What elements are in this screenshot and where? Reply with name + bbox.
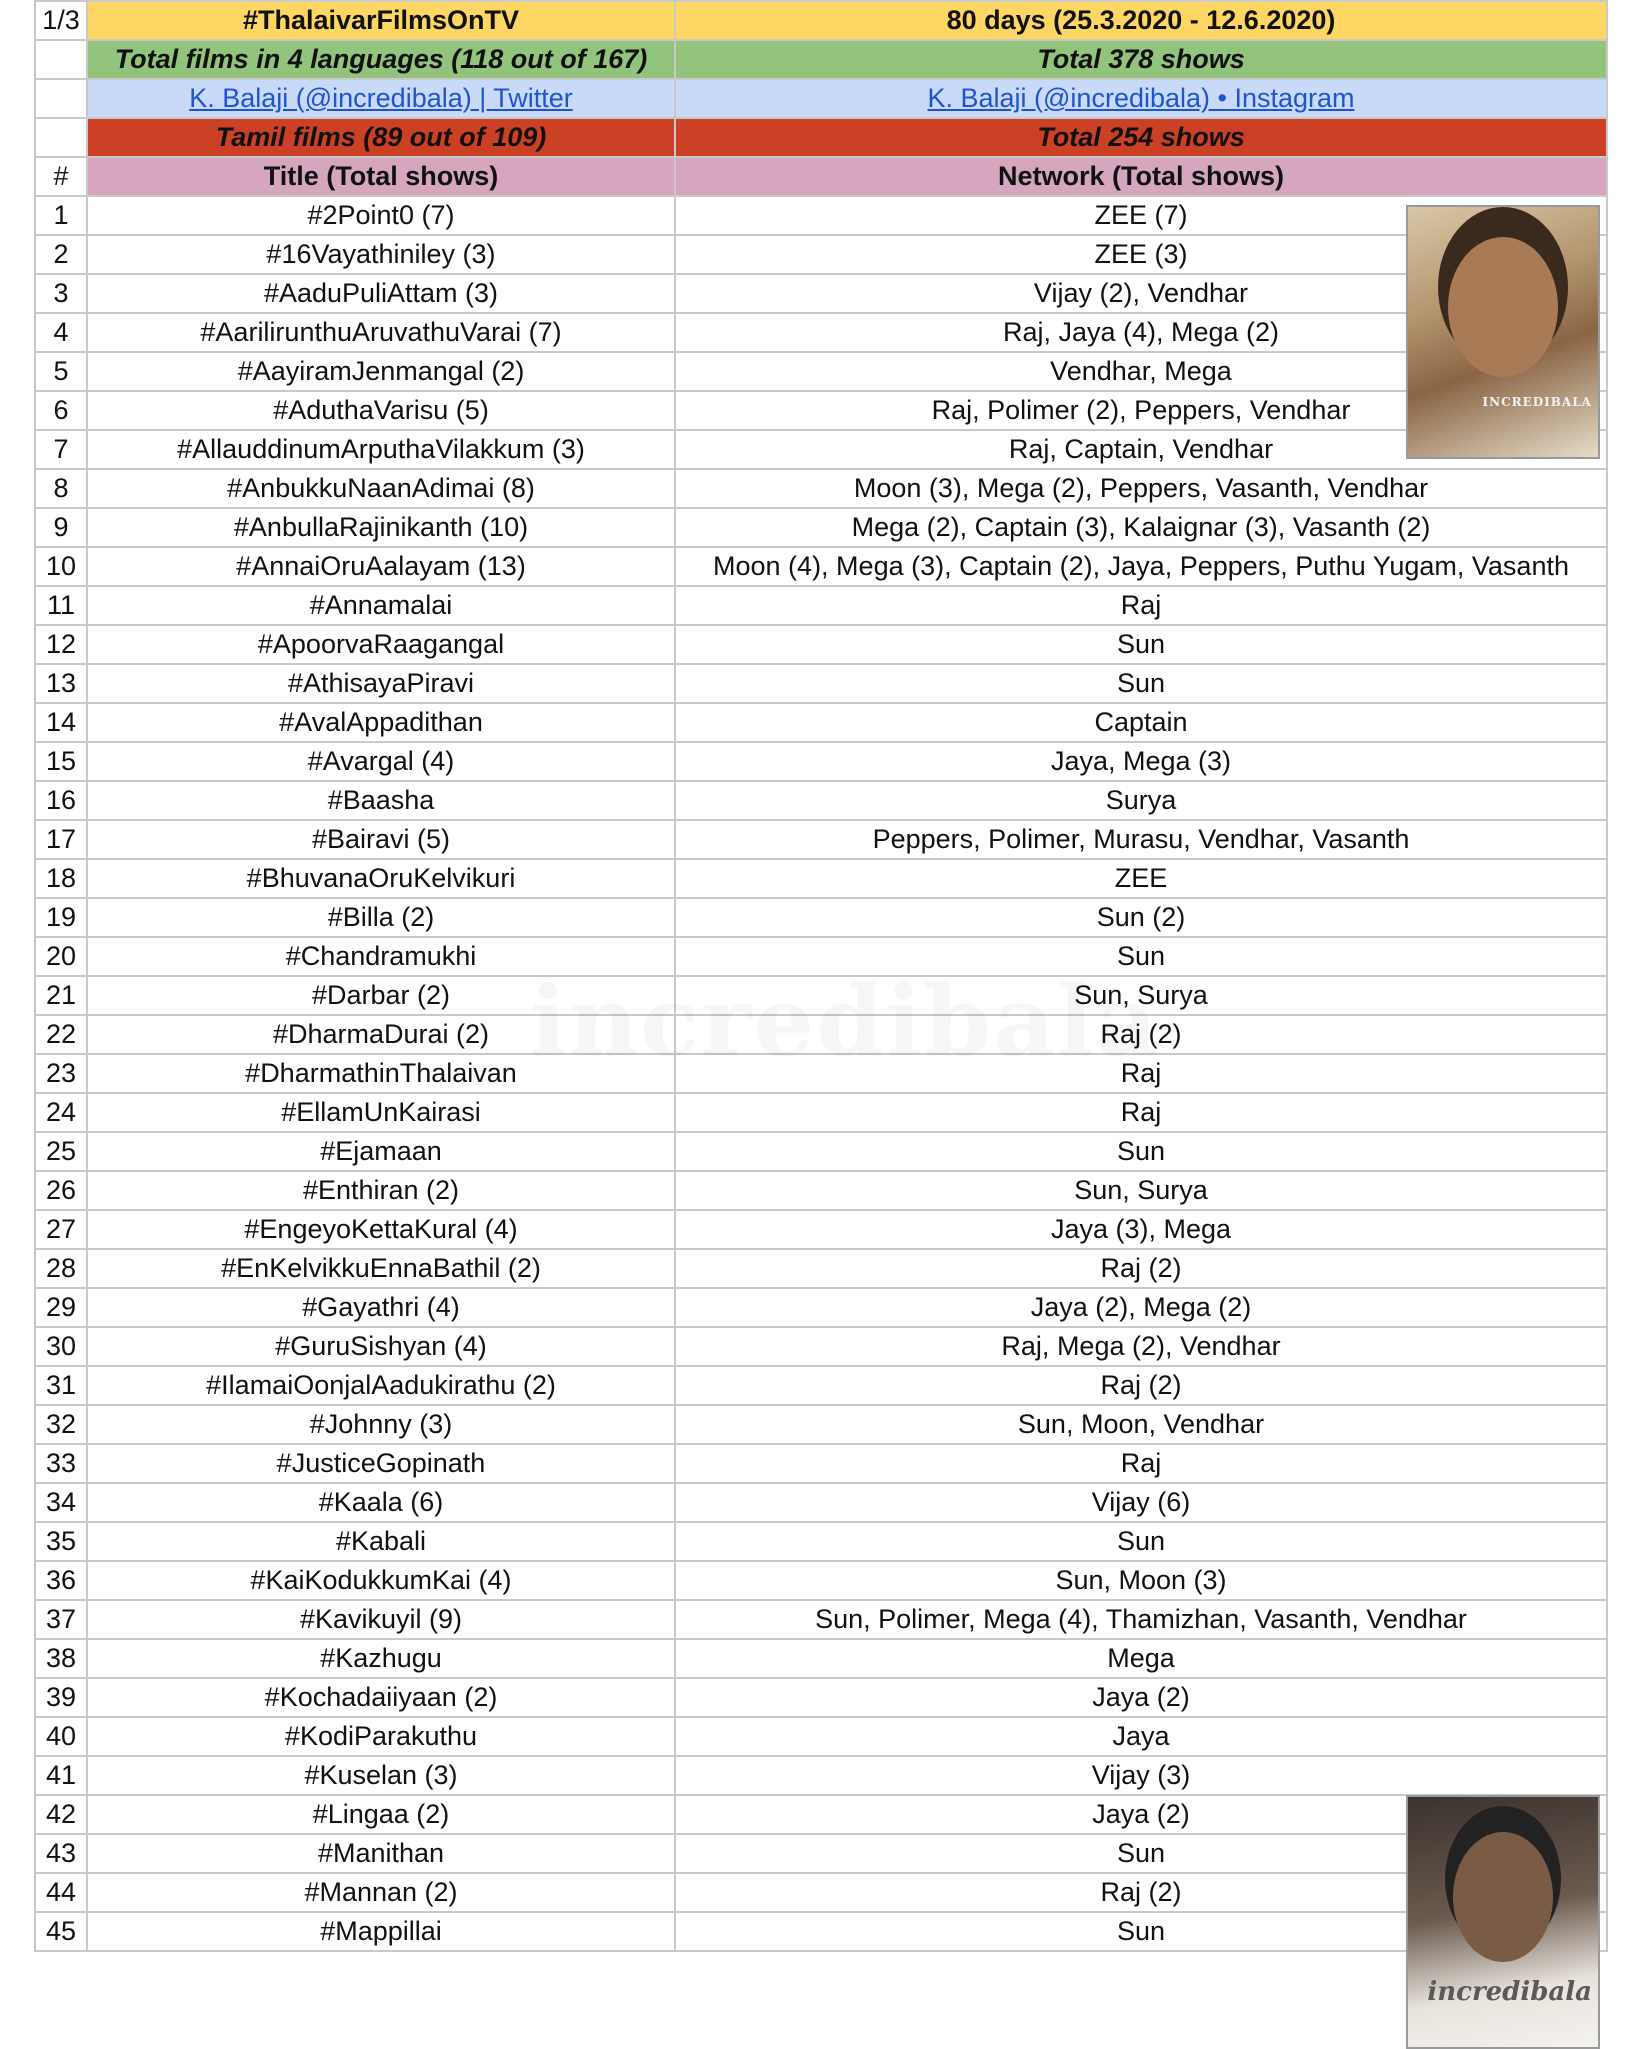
network-list: Mega (2), Captain (3), Kalaignar (3), Vasanth (2) bbox=[675, 508, 1607, 547]
row-number: 33 bbox=[35, 1444, 87, 1483]
film-title: #AnnaiOruAalayam (13) bbox=[87, 547, 675, 586]
network-list: Sun, Moon, Vendhar bbox=[675, 1405, 1607, 1444]
film-title: #ApoorvaRaagangal bbox=[87, 625, 675, 664]
film-title: #Chandramukhi bbox=[87, 937, 675, 976]
row-number: 25 bbox=[35, 1132, 87, 1171]
table-row bbox=[35, 1795, 1607, 1834]
film-title: #Avargal (4) bbox=[87, 742, 675, 781]
header-row-3 bbox=[35, 79, 1607, 118]
film-title: #Johnny (3) bbox=[87, 1405, 675, 1444]
row-number: 38 bbox=[35, 1639, 87, 1678]
film-title: #AnbukkuNaanAdimai (8) bbox=[87, 469, 675, 508]
face-shape bbox=[1453, 1832, 1553, 1962]
film-title: #Kazhugu bbox=[87, 1639, 675, 1678]
film-title: #AnbullaRajinikanth (10) bbox=[87, 508, 675, 547]
table-row bbox=[35, 1366, 1607, 1405]
network-list: Jaya bbox=[675, 1717, 1607, 1756]
network-list: Jaya (2), Mega (2) bbox=[675, 1288, 1607, 1327]
row-number: 1 bbox=[35, 196, 87, 235]
film-title: #IlamaiOonjalAadukirathu (2) bbox=[87, 1366, 675, 1405]
row-number: 24 bbox=[35, 1093, 87, 1132]
header-row-4 bbox=[35, 118, 1607, 157]
table-row bbox=[35, 1756, 1607, 1795]
table-row bbox=[35, 625, 1607, 664]
film-title: #KaiKodukkumKai (4) bbox=[87, 1561, 675, 1600]
network-list: Vijay (3) bbox=[675, 1756, 1607, 1795]
network-list: Sun, Surya bbox=[675, 1171, 1607, 1210]
film-title: #DharmaDurai (2) bbox=[87, 1015, 675, 1054]
film-title: #DharmathinThalaivan bbox=[87, 1054, 675, 1093]
row-number: 42 bbox=[35, 1795, 87, 1834]
photo-watermark: incredibala bbox=[1427, 1977, 1592, 2007]
film-title: #AllauddinumArputhaVilakkum (3) bbox=[87, 430, 675, 469]
network-list: Vijay (2), Vendhar bbox=[675, 274, 1607, 313]
film-title: #AduthaVarisu (5) bbox=[87, 391, 675, 430]
column-header-row bbox=[35, 157, 1607, 196]
row-number: 11 bbox=[35, 586, 87, 625]
table-row bbox=[35, 859, 1607, 898]
table-row bbox=[35, 1600, 1607, 1639]
film-title: #GuruSishyan (4) bbox=[87, 1327, 675, 1366]
table-row bbox=[35, 1444, 1607, 1483]
table-row bbox=[35, 508, 1607, 547]
row-number: 17 bbox=[35, 820, 87, 859]
network-list: ZEE bbox=[675, 859, 1607, 898]
film-title: #AayiramJenmangal (2) bbox=[87, 352, 675, 391]
table-row bbox=[35, 235, 1607, 274]
film-title: #EllamUnKairasi bbox=[87, 1093, 675, 1132]
film-title: #AaduPuliAttam (3) bbox=[87, 274, 675, 313]
film-title: #AthisayaPiravi bbox=[87, 664, 675, 703]
film-title: #Manithan bbox=[87, 1834, 675, 1873]
table-row bbox=[35, 1288, 1607, 1327]
table-row bbox=[35, 352, 1607, 391]
film-title: #Gayathri (4) bbox=[87, 1288, 675, 1327]
row-number: 36 bbox=[35, 1561, 87, 1600]
film-title: #Kochadaiiyaan (2) bbox=[87, 1678, 675, 1717]
film-title: #Mannan (2) bbox=[87, 1873, 675, 1912]
col-num-header: # bbox=[35, 157, 87, 196]
row-number: 43 bbox=[35, 1834, 87, 1873]
network-list: Jaya (2) bbox=[675, 1678, 1607, 1717]
table-row bbox=[35, 1522, 1607, 1561]
network-list: Sun, Polimer, Mega (4), Thamizhan, Vasanth, Vendhar bbox=[675, 1600, 1607, 1639]
network-list: Peppers, Polimer, Murasu, Vendhar, Vasanth bbox=[675, 820, 1607, 859]
table-row bbox=[35, 391, 1607, 430]
row-number: 23 bbox=[35, 1054, 87, 1093]
network-list: Sun bbox=[675, 625, 1607, 664]
period-text: 80 days (25.3.2020 - 12.6.2020) bbox=[675, 1, 1607, 40]
total-shows-text: Total 378 shows bbox=[675, 40, 1607, 79]
col-network-header: Network (Total shows) bbox=[675, 157, 1607, 196]
row-number: 41 bbox=[35, 1756, 87, 1795]
film-title: #Billa (2) bbox=[87, 898, 675, 937]
row-number: 28 bbox=[35, 1249, 87, 1288]
row-number: 21 bbox=[35, 976, 87, 1015]
network-list: Raj (2) bbox=[675, 1873, 1607, 1912]
row-number: 6 bbox=[35, 391, 87, 430]
network-list: Vijay (6) bbox=[675, 1483, 1607, 1522]
network-list: Raj, Mega (2), Vendhar bbox=[675, 1327, 1607, 1366]
table-row bbox=[35, 1483, 1607, 1522]
table-row bbox=[35, 898, 1607, 937]
network-list: Raj bbox=[675, 586, 1607, 625]
network-list: ZEE (3) bbox=[675, 235, 1607, 274]
row-number: 12 bbox=[35, 625, 87, 664]
instagram-cell bbox=[675, 79, 1607, 118]
row-number: 3 bbox=[35, 274, 87, 313]
empty-cell bbox=[35, 79, 87, 118]
film-title: #Baasha bbox=[87, 781, 675, 820]
table-row bbox=[35, 1171, 1607, 1210]
film-title: #Kaala (6) bbox=[87, 1483, 675, 1522]
network-list: Moon (4), Mega (3), Captain (2), Jaya, Peppers, Puthu Yugam, Vasanth bbox=[675, 547, 1607, 586]
network-list: Raj bbox=[675, 1444, 1607, 1483]
hashtag-title: #ThalaivarFilmsOnTV bbox=[87, 1, 675, 40]
network-list: Mega bbox=[675, 1639, 1607, 1678]
row-number: 40 bbox=[35, 1717, 87, 1756]
watermark-text bbox=[530, 965, 1160, 1078]
header-row-2 bbox=[35, 40, 1607, 79]
table-row bbox=[35, 1873, 1607, 1912]
row-number: 26 bbox=[35, 1171, 87, 1210]
row-number: 20 bbox=[35, 937, 87, 976]
table-row bbox=[35, 1639, 1607, 1678]
film-title: #AvalAppadithan bbox=[87, 703, 675, 742]
film-title: #16Vayathiniley (3) bbox=[87, 235, 675, 274]
row-number: 15 bbox=[35, 742, 87, 781]
film-title: #EnKelvikkuEnnaBathil (2) bbox=[87, 1249, 675, 1288]
row-number: 9 bbox=[35, 508, 87, 547]
row-number: 30 bbox=[35, 1327, 87, 1366]
table-row bbox=[35, 1249, 1607, 1288]
table-row bbox=[35, 742, 1607, 781]
row-number: 34 bbox=[35, 1483, 87, 1522]
row-number: 37 bbox=[35, 1600, 87, 1639]
row-number: 35 bbox=[35, 1522, 87, 1561]
table-row bbox=[35, 469, 1607, 508]
table-row bbox=[35, 1210, 1607, 1249]
network-list: Raj, Jaya (4), Mega (2) bbox=[675, 313, 1607, 352]
network-list: Raj (2) bbox=[675, 1249, 1607, 1288]
network-list: Sun bbox=[675, 937, 1607, 976]
twitter-cell bbox=[87, 79, 675, 118]
network-list: Sun bbox=[675, 1834, 1607, 1873]
row-number: 18 bbox=[35, 859, 87, 898]
row-number: 29 bbox=[35, 1288, 87, 1327]
film-title: #Bairavi (5) bbox=[87, 820, 675, 859]
row-number: 39 bbox=[35, 1678, 87, 1717]
film-title: #KodiParakuthu bbox=[87, 1717, 675, 1756]
row-number: 2 bbox=[35, 235, 87, 274]
film-title: #Ejamaan bbox=[87, 1132, 675, 1171]
table-row bbox=[35, 1717, 1607, 1756]
table-row bbox=[35, 1093, 1607, 1132]
instagram-link[interactable]: K. Balaji (@incredibala) • Instagram bbox=[927, 83, 1355, 113]
table-row bbox=[35, 274, 1607, 313]
table-row bbox=[35, 820, 1607, 859]
film-title: #BhuvanaOruKelvikuri bbox=[87, 859, 675, 898]
network-list: Captain bbox=[675, 703, 1607, 742]
network-list: Jaya (2) bbox=[675, 1795, 1607, 1834]
table-row bbox=[35, 547, 1607, 586]
row-number: 10 bbox=[35, 547, 87, 586]
network-list: Jaya (3), Mega bbox=[675, 1210, 1607, 1249]
network-list: Sun bbox=[675, 1132, 1607, 1171]
network-list: Moon (3), Mega (2), Peppers, Vasanth, Vendhar bbox=[675, 469, 1607, 508]
film-title: #AarilirunthuAruvathuVarai (7) bbox=[87, 313, 675, 352]
table-row bbox=[35, 313, 1607, 352]
network-list: Raj bbox=[675, 1054, 1607, 1093]
page-indicator: 1/3 bbox=[35, 1, 87, 40]
row-number: 8 bbox=[35, 469, 87, 508]
table-row bbox=[35, 703, 1607, 742]
table-row bbox=[35, 1561, 1607, 1600]
row-number: 44 bbox=[35, 1873, 87, 1912]
network-list: Raj, Polimer (2), Peppers, Vendhar bbox=[675, 391, 1607, 430]
row-number: 31 bbox=[35, 1366, 87, 1405]
table-row bbox=[35, 1132, 1607, 1171]
network-list: Vendhar, Mega bbox=[675, 352, 1607, 391]
network-list: Sun bbox=[675, 664, 1607, 703]
table-row bbox=[35, 1912, 1607, 1951]
row-number: 14 bbox=[35, 703, 87, 742]
network-list: Raj (2) bbox=[675, 1366, 1607, 1405]
network-list: ZEE (7) bbox=[675, 196, 1607, 235]
table-row bbox=[35, 1678, 1607, 1717]
row-number: 32 bbox=[35, 1405, 87, 1444]
film-title: #Lingaa (2) bbox=[87, 1795, 675, 1834]
row-number: 5 bbox=[35, 352, 87, 391]
row-number: 27 bbox=[35, 1210, 87, 1249]
network-list: Sun, Moon (3) bbox=[675, 1561, 1607, 1600]
table-row bbox=[35, 1327, 1607, 1366]
twitter-link[interactable]: K. Balaji (@incredibala) | Twitter bbox=[189, 83, 573, 113]
table-row bbox=[35, 1405, 1607, 1444]
network-list: Sun bbox=[675, 1912, 1607, 1951]
film-title: #EngeyoKettaKural (4) bbox=[87, 1210, 675, 1249]
network-list: Surya bbox=[675, 781, 1607, 820]
row-number: 22 bbox=[35, 1015, 87, 1054]
film-title: #Annamalai bbox=[87, 586, 675, 625]
table-row bbox=[35, 586, 1607, 625]
table-row bbox=[35, 664, 1607, 703]
network-list: Raj, Captain, Vendhar bbox=[675, 430, 1607, 469]
header-row-1 bbox=[35, 1, 1607, 40]
face-shape bbox=[1448, 237, 1558, 377]
total-films-text: Total films in 4 languages (118 out of 167) bbox=[87, 40, 675, 79]
table-row bbox=[35, 196, 1607, 235]
table-row bbox=[35, 1834, 1607, 1873]
table-row bbox=[35, 430, 1607, 469]
row-number: 7 bbox=[35, 430, 87, 469]
empty-cell bbox=[35, 118, 87, 157]
film-title: #Mappillai bbox=[87, 1912, 675, 1951]
film-title: #Kabali bbox=[87, 1522, 675, 1561]
row-number: 16 bbox=[35, 781, 87, 820]
tamil-shows-text: Total 254 shows bbox=[675, 118, 1607, 157]
network-list: Sun bbox=[675, 1522, 1607, 1561]
row-number: 13 bbox=[35, 664, 87, 703]
network-list: Raj bbox=[675, 1093, 1607, 1132]
film-title: #Kuselan (3) bbox=[87, 1756, 675, 1795]
portrait-photo-top bbox=[1406, 205, 1600, 459]
film-title: #Enthiran (2) bbox=[87, 1171, 675, 1210]
network-list: Sun, Surya bbox=[675, 976, 1607, 1015]
photo-watermark: INCREDIBALA bbox=[1482, 395, 1592, 409]
empty-cell bbox=[35, 40, 87, 79]
film-title: #Darbar (2) bbox=[87, 976, 675, 1015]
film-title: #Kavikuyil (9) bbox=[87, 1600, 675, 1639]
film-title: #2Point0 (7) bbox=[87, 196, 675, 235]
row-number: 4 bbox=[35, 313, 87, 352]
tamil-films-text: Tamil films (89 out of 109) bbox=[87, 118, 675, 157]
network-list: Jaya, Mega (3) bbox=[675, 742, 1607, 781]
film-title: #JusticeGopinath bbox=[87, 1444, 675, 1483]
portrait-photo-bottom bbox=[1406, 1795, 1600, 2049]
table-row bbox=[35, 781, 1607, 820]
network-list: Sun (2) bbox=[675, 898, 1607, 937]
col-title-header: Title (Total shows) bbox=[87, 157, 675, 196]
row-number: 19 bbox=[35, 898, 87, 937]
row-number: 45 bbox=[35, 1912, 87, 1951]
network-list: Raj (2) bbox=[675, 1015, 1607, 1054]
